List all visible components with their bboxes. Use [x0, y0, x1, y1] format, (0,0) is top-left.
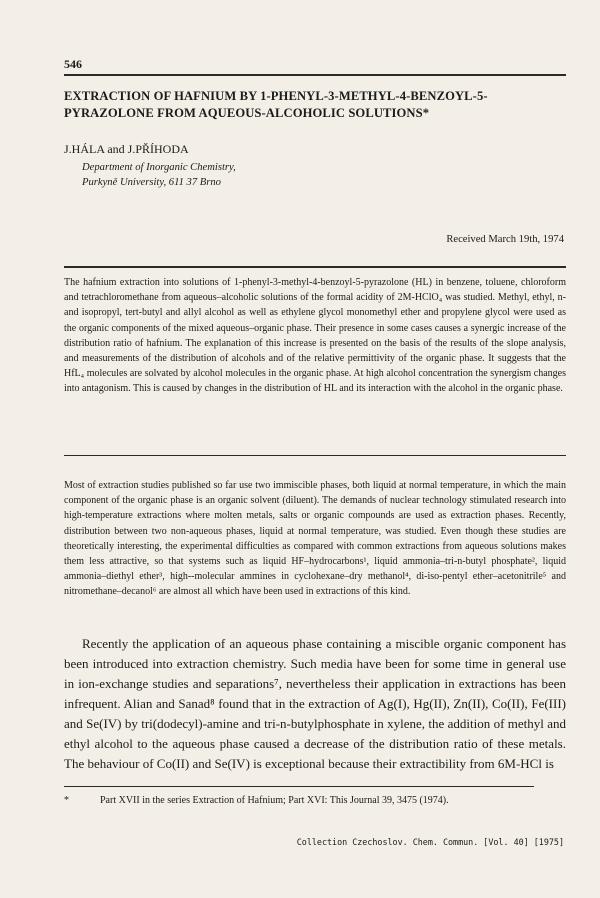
body-text	[64, 634, 566, 774]
authors: J.HÁLA and J.PŘÍHODA	[64, 142, 189, 156]
footnote-marker: *	[64, 795, 69, 806]
abstract	[64, 275, 566, 397]
introduction	[64, 478, 566, 600]
footnote	[64, 795, 566, 806]
abstract-text: The hafnium extraction into solutions of 1-phenyl-3-methyl-4-benzoyl-5-pyrazolone (HL) in benzene, toluene, chloroform and tetrachloromethane from aqueous–alcoholic solutions of the formal acidity of 2M-HClO₄ was studied. Methyl, ethyl, n- and isopropyl, tert-butyl and allyl alcohol as well as ethylene glycol monomethyl ether and propylene glycol were used as the organic components of the mixed aqueous–organic phase. Their presence in some cases causes a synergic increase of the distribution ratio of hafnium. The explanation of this increase is presented on the basis of the results of the slope analysis, and measurements of the distribution of alcohols and of the relative permittivity of the organic phase. It suggests that the HfL₄ molecules are solvated by alcohol molecules in the organic phase. At high alcohol concentration the synergism changes into antagonism. This is caused by changes in the distribution of HL and its interaction with the alcohol in the organic phase.	[64, 277, 566, 395]
footnote-rule	[64, 786, 534, 787]
journal-footer: Collection Czechoslov. Chem. Commun. [Vol. 40] [1975]	[296, 837, 564, 847]
body-paragraph: Recently the application of an aqueous phase containing a miscible organic component has been introduced into extraction chemistry. Such media have been for some time in general use in ion-exchange studies and separations⁷, nevertheless their application in extractions has been infrequent. Alian and Sanad⁸ found that in the extraction of Ag(I), Hg(II), Zn(II), Co(II), Fe(III) and Se(IV) by tri(dodecyl)-amine and tri-n-butylphosphate in xylene, the addition of methyl and ethyl alcohol to the aqueous phase caused a decrease of the distribution ratio of these metals. The behaviour of Co(II) and Se(IV) is exceptional because their extractibility from 6M-HCl is	[64, 636, 566, 771]
received-date: Received March 19th, 1974	[446, 234, 564, 245]
affiliation	[82, 160, 236, 190]
header-rule	[64, 74, 566, 76]
affiliation-line-1: Department of Inorganic Chemistry,	[82, 162, 236, 173]
abstract-top-rule	[64, 266, 566, 268]
abstract-bottom-rule	[64, 455, 566, 456]
article-title: EXTRACTION OF HAFNIUM BY 1-PHENYL-3-METHYL-4-BENZOYL-5-PYRAZOLONE FROM AQUEOUS-ALCOHOLIC SOLUTIONS*	[64, 89, 488, 120]
page-number: 546	[64, 57, 82, 71]
affiliation-line-2: Purkyně University, 611 37 Brno	[82, 177, 221, 188]
intro-paragraph: Most of extraction studies published so far use two immiscible phases, both liquid at normal temperature, in which the main component of the organic phase is an organic solvent (diluent). The demands of nuclear technology stimulated research into high-temperature extractions where molten metals, salts or organic compounds are used as extraction phases. Recently, distribution between two non-aqueous phases, liquid at normal temperature, was studied. Even though these studies are theoretically interesting, the experimental difficulties as compared with common extractions from aqueous solutions makes them less attractive, so that systems such as liquid HF–hydrocarbons¹, liquid ammonia–tri-n-butyl phosphate², liquid ammonia–diethyl ether³, high--molecular ammines in cyclohexane–dry methanol⁴, di-iso-pentyl ether–acetonitrile⁵ and nitromethane–decanol⁶ are almost all which have been used in extractions of this kind.	[64, 480, 566, 598]
footnote-text: Part XVII in the series Extraction of Hafnium; Part XVI: This Journal 39, 3475 (1974).	[100, 795, 449, 806]
